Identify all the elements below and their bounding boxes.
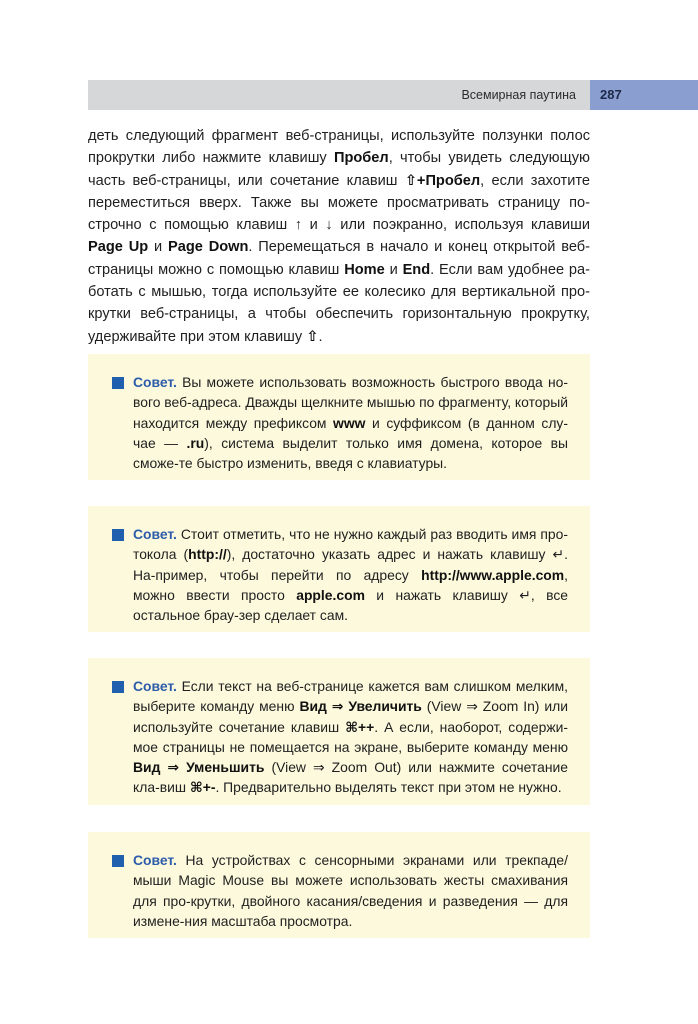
code-http: http:// bbox=[188, 546, 227, 563]
tip-text: Совет. Если текст на веб-странице кажется вам слишком мелким, выберите команду меню Вид ⇒ Увеличить (View ⇒ Zoom In) или используйте сочетание клавиш ⌘++. А если, наоборот, содержи-мое страницы не помещается на экране, выберите команду меню Вид ⇒ Уменьшить (View ⇒ Zoom Out) или нажмите сочетание кла-виш ⌘+-. Предварительно выделять текст при этом не нужно. bbox=[133, 678, 568, 796]
shortcut-zoom-in: ⌘++ bbox=[345, 718, 375, 735]
square-bullet-icon bbox=[112, 377, 124, 389]
body-paragraph bbox=[88, 125, 590, 348]
body-text-run: , чтобы увидеть следующую часть веб-страницы, или сочетание клавиш bbox=[88, 150, 590, 189]
tip-text: Совет. Вы можете использовать возможность быстрого ввода но-вого веб-адреса. Дважды щелкните мышью по фрагменту, который находится между префиксом www и суффиксом (в данном слу-чае — .ru), система выделит только имя домена, которое вы сможе-те быстро изменить, введя с клавиатуры. bbox=[133, 374, 569, 472]
key-page-down: Page Down bbox=[167, 239, 249, 256]
body-text-run: , если захотите переместиться вверх. Также вы можете просматривать страницу по-строчно с помощью клавиш ↑ и ↓ или поэкранно, используя клавиши bbox=[88, 172, 591, 234]
tip-text: Совет. Стоит отметить, что не нужно каждый раз вводить имя про-токола (http://), достаточно указать адрес и нажать клавишу ↵. На-пример, чтобы перейти по адресу http://www.apple.com, можно ввести просто apple.com и нажать клавишу ↵, все остальное брау-зер сделает сам. bbox=[133, 526, 568, 624]
tip-label: Совет. bbox=[133, 526, 177, 542]
running-header bbox=[88, 80, 590, 110]
body-text-run: . bbox=[318, 328, 323, 345]
tip-label: Совет. bbox=[133, 374, 177, 390]
square-bullet-icon bbox=[112, 529, 124, 541]
key-end: End bbox=[402, 261, 431, 278]
tip-text: Совет. На устройствах с сенсорными экранами или трекпаде/мыши Magic Mouse вы можете использовать жесты смахивания для про-крутки, двойного касания/сведения и разведения — для измене-ния масштаба просмотра. bbox=[133, 852, 568, 929]
tip-box-4 bbox=[88, 832, 590, 938]
tip-label: Совет. bbox=[133, 678, 177, 694]
square-bullet-icon bbox=[112, 855, 124, 867]
menu-zoom-in: Вид ⇒ Увеличить bbox=[299, 698, 422, 715]
square-bullet-icon bbox=[112, 681, 124, 693]
code-ru: .ru bbox=[186, 434, 205, 451]
code-url: http://www.apple.com bbox=[421, 566, 565, 583]
body-text-run: . Если вам удобнее ра-ботать с мышью, тогда используйте ее колесико для вертикальной про-крутки веб-страницы, а чтобы обеспечить горизонтальную прокрутку, удерживайте при этом клавишу bbox=[88, 261, 590, 345]
body-text-run: и bbox=[384, 261, 403, 278]
key-shift: ⇧ bbox=[306, 328, 319, 345]
menu-zoom-out: Вид ⇒ Уменьшить bbox=[133, 759, 265, 776]
body-text-run: и bbox=[148, 239, 168, 256]
key-page-up: Page Up bbox=[88, 239, 149, 256]
code-domain: apple.com bbox=[296, 586, 365, 603]
tip-box-2 bbox=[88, 506, 590, 632]
key-home: Home bbox=[344, 261, 385, 278]
body-text-run: деть следующий фрагмент веб-страницы, используйте ползунки полос прокрутки либо нажмите клавишу bbox=[88, 128, 590, 167]
page-number: 287 bbox=[600, 87, 622, 102]
body-text-run: . Перемещаться в начало и конец открытой веб-страницы можно с помощью клавиш bbox=[88, 239, 591, 278]
page-number-tab bbox=[590, 80, 698, 110]
tip-label: Совет. bbox=[133, 852, 177, 868]
chapter-title: Всемирная паутина bbox=[461, 88, 576, 102]
code-www: www bbox=[333, 414, 366, 431]
tip-box-3 bbox=[88, 658, 590, 805]
shortcut-zoom-out: ⌘+- bbox=[189, 779, 216, 796]
key-shift-space: ⇧+Пробел bbox=[404, 172, 481, 189]
key-space: Пробел bbox=[333, 150, 389, 167]
tip-box-1 bbox=[88, 354, 590, 480]
